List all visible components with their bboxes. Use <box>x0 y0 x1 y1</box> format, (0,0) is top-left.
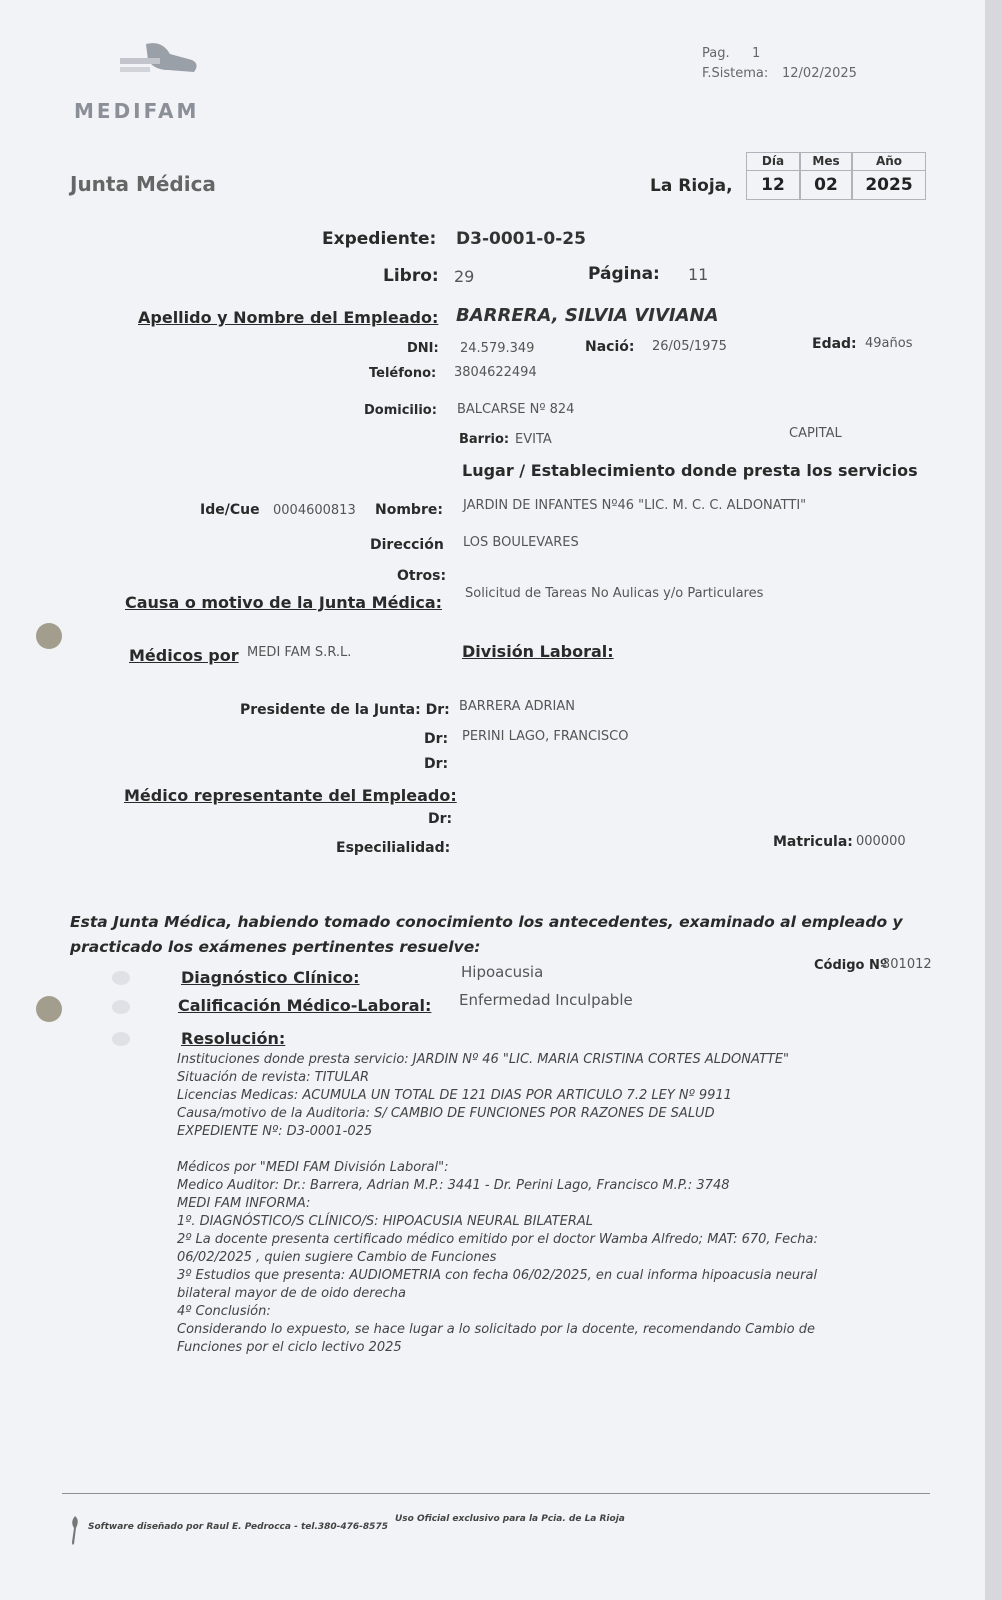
diagnostico-label: Diagnóstico Clínico: <box>181 968 360 987</box>
pag-label: Pag. <box>702 46 730 61</box>
resolution-line: 4º Conclusión: <box>177 1304 271 1319</box>
pagina-label: Página: <box>588 264 660 284</box>
resolution-line: Causa/motivo de la Auditoria: S/ CAMBIO DE FUNCIONES POR RAZONES DE SALUD <box>177 1106 715 1121</box>
footer-software: Software diseñado por Raul E. Pedrocca - tel.380-476-8575 <box>88 1522 388 1532</box>
dni-label: DNI: <box>407 341 439 356</box>
dni-value: 24.579.349 <box>460 341 535 356</box>
causa-value: Solicitud de Tareas No Aulicas y/o Particulares <box>465 586 764 601</box>
faint-mark <box>112 971 130 985</box>
codigo-value: 301012 <box>882 957 932 972</box>
matricula-label: Matricula: <box>773 834 853 850</box>
fsistema-value: 12/02/2025 <box>782 66 857 81</box>
dr2-label: Dr: <box>424 731 449 747</box>
medicos-label: Médicos por <box>129 646 239 665</box>
barrio-value: EVITA <box>515 432 552 447</box>
division-laboral-label: División Laboral: <box>462 642 614 661</box>
medicos-value: MEDI FAM S.R.L. <box>247 645 352 660</box>
establishment-heading: Lugar / Establecimiento donde presta los servicios <box>462 461 918 480</box>
pagina-value: 11 <box>688 265 709 284</box>
medifam-logo-icon <box>118 40 204 80</box>
dia-label: Día <box>747 153 799 171</box>
idecue-label: Ide/Cue <box>200 502 260 518</box>
diagnostico-value: Hipoacusia <box>461 963 544 981</box>
place-label: La Rioja, <box>650 176 733 196</box>
resolution-line: Medico Auditor: Dr.: Barrera, Adrian M.P.: 3441 - Dr. Perini Lago, Francisco M.P.: 3748 <box>177 1178 730 1193</box>
faint-mark <box>112 1032 130 1046</box>
causa-label: Causa o motivo de la Junta Médica: <box>125 593 443 612</box>
domicilio-label: Domicilio: <box>364 403 437 418</box>
resolution-line: Situación de revista: TITULAR <box>177 1070 370 1085</box>
presidente-value: BARRERA ADRIAN <box>459 699 576 714</box>
mes-value: 02 <box>814 175 838 195</box>
domicilio-value: BALCARSE Nº 824 <box>457 402 575 417</box>
intro-line-1: Esta Junta Médica, habiendo tomado conocimiento los antecedentes, examinado al empleado y <box>70 913 903 931</box>
footer-uso: Uso Oficial exclusivo para la Pcia. de La Rioja <box>395 1514 625 1524</box>
calificacion-label: Calificación Médico-Laboral: <box>178 996 432 1015</box>
resolution-line: EXPEDIENTE Nº: D3-0001-025 <box>177 1124 373 1139</box>
telefono-value: 3804622494 <box>454 365 537 380</box>
codigo-label: Código Nº <box>814 958 888 973</box>
nacio-label: Nació: <box>585 339 635 355</box>
employee-name: BARRERA, SILVIA VIVIANA <box>456 305 719 326</box>
edad-value: 49años <box>865 336 913 351</box>
faint-mark <box>112 1000 130 1014</box>
fsistema-label: F.Sistema: <box>702 66 769 81</box>
barrio-label: Barrio: <box>459 432 510 447</box>
resolution-line: Médicos por "MEDI FAM División Laboral": <box>177 1160 449 1175</box>
especialidad-label: Especilialidad: <box>336 840 451 856</box>
punch-hole <box>36 623 62 649</box>
nombre-value: JARDIN DE INFANTES Nº46 "LIC. M. C. C. ALDONATTI" <box>463 498 807 513</box>
libro-value: 29 <box>454 267 475 286</box>
mes-label: Mes <box>801 153 851 171</box>
resolution-line: MEDI FAM INFORMA: <box>177 1196 311 1211</box>
dr3-label: Dr: <box>424 756 449 772</box>
resolution-line: 1º. DIAGNÓSTICO/S CLÍNICO/S: HIPOACUSIA NEURAL BILATERAL <box>177 1214 593 1229</box>
date-year-cell <box>852 152 926 200</box>
resolution-line: Licencias Medicas: ACUMULA UN TOTAL DE 121 DIAS POR ARTICULO 7.2 LEY Nº 9911 <box>177 1088 732 1103</box>
punch-hole <box>36 996 62 1022</box>
expediente-label: Expediente: <box>322 229 437 249</box>
dia-value: 12 <box>761 175 785 195</box>
nacio-value: 26/05/1975 <box>652 339 727 354</box>
date-box <box>746 152 926 200</box>
resolution-line: 3º Estudios que presenta: AUDIOMETRIA con fecha 06/02/2025, en cual informa hipoacusia neural <box>177 1268 818 1283</box>
ano-label: Año <box>853 153 925 171</box>
dr2-value: PERINI LAGO, FRANCISCO <box>462 729 629 744</box>
calificacion-value: Enfermedad Inculpable <box>459 991 633 1009</box>
localidad-value: CAPITAL <box>789 426 842 441</box>
quill-icon <box>68 1514 82 1548</box>
resolution-line: Instituciones donde presta servicio: JARDIN Nº 46 "LIC. MARIA CRISTINA CORTES ALDONATTE" <box>177 1052 790 1067</box>
telefono-label: Teléfono: <box>369 366 437 381</box>
otros-label: Otros: <box>397 568 447 584</box>
direccion-label: Dirección <box>370 537 444 553</box>
resolution-line <box>177 1142 818 1160</box>
page-title: Junta Médica <box>70 172 216 196</box>
date-day-cell <box>746 152 800 200</box>
expediente-value: D3-0001-0-25 <box>456 229 586 249</box>
resolution-body <box>177 1052 818 1358</box>
resolution-line: 2º La docente presenta certificado médico emitido por el doctor Wamba Alfredo; MAT: 670, Fecha: <box>177 1232 818 1247</box>
nombre-label: Nombre: <box>375 502 443 518</box>
footer-rule <box>62 1493 930 1494</box>
resolution-line: Funciones por el ciclo lectivo 2025 <box>177 1340 402 1355</box>
paper-edge <box>985 0 1002 1600</box>
resolution-line: 06/02/2025 , quien sugiere Cambio de Funciones <box>177 1250 497 1265</box>
presidente-label: Presidente de la Junta: Dr: <box>240 702 450 718</box>
idecue-value: 0004600813 <box>273 503 356 518</box>
resolucion-label: Resolución: <box>181 1029 286 1048</box>
matricula-value: 000000 <box>856 834 906 849</box>
resolution-line: Considerando lo expuesto, se hace lugar a lo solicitado por la docente, recomendando Cambio de <box>177 1322 815 1337</box>
direccion-value: LOS BOULEVARES <box>463 535 579 550</box>
pag-value: 1 <box>752 46 761 61</box>
resolution-line: bilateral mayor de de oido derecha <box>177 1286 406 1301</box>
date-month-cell <box>800 152 852 200</box>
intro-line-2: practicado los exámenes pertinentes resuelve: <box>70 938 481 956</box>
employee-name-label: Apellido y Nombre del Empleado: <box>138 308 439 327</box>
rep-dr-label: Dr: <box>428 811 453 827</box>
libro-label: Libro: <box>383 266 439 286</box>
logo-text: MEDIFAM <box>74 99 200 123</box>
edad-label: Edad: <box>812 336 857 352</box>
representante-label: Médico representante del Empleado: <box>124 786 457 805</box>
ano-value: 2025 <box>865 175 913 195</box>
